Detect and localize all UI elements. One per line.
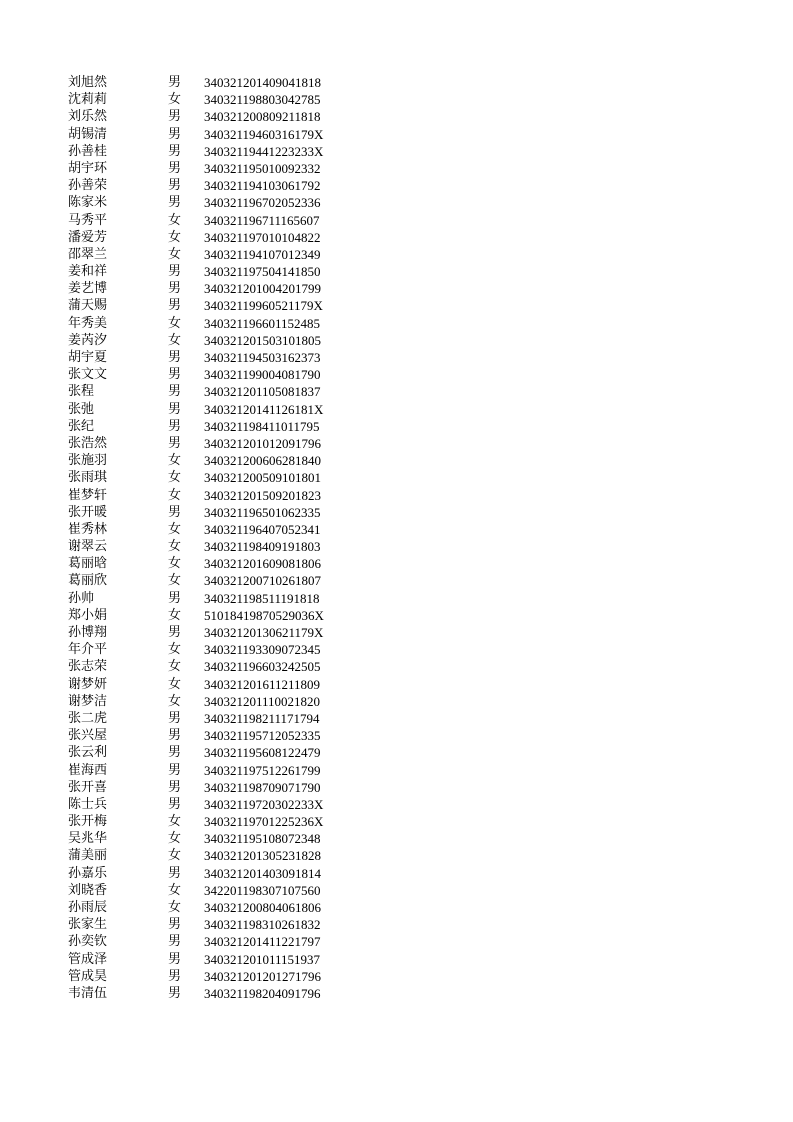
id-number-cell: 340321200804061806 bbox=[204, 900, 321, 915]
id-number-cell: 34032120130621179X bbox=[204, 625, 324, 640]
name-cell: 张程 bbox=[68, 384, 95, 400]
name-cell: 谢翠云 bbox=[68, 539, 108, 555]
id-number-cell: 340321198411011795 bbox=[204, 418, 320, 434]
id-number-cell: 340321197010104822 bbox=[204, 229, 321, 245]
gender-cell: 女 bbox=[168, 332, 182, 348]
name-cell: 张雨琪 bbox=[68, 470, 108, 486]
gender-cell: 男 bbox=[168, 281, 182, 297]
name-cell: 张志荣 bbox=[68, 659, 108, 675]
id-number-cell: 340321201611211809 bbox=[204, 676, 321, 692]
id-number-cell: 340321195010092332 bbox=[204, 160, 321, 176]
id-number-cell: 340321198511191818 bbox=[204, 590, 320, 606]
id-number-cell: 340321201012091796 bbox=[204, 435, 321, 451]
id-number-cell: 340321201403091814 bbox=[204, 865, 321, 881]
gender-cell: 男 bbox=[168, 367, 182, 383]
id-number-cell: 340321200509101801 bbox=[204, 470, 321, 486]
gender-cell: 男 bbox=[168, 968, 182, 984]
id-number-cell: 34032119460316179X bbox=[204, 126, 324, 142]
gender-cell: 男 bbox=[168, 143, 182, 159]
name-cell: 张纪 bbox=[68, 418, 95, 434]
id-number-cell: 340321197512261799 bbox=[204, 762, 321, 778]
id-number-cell: 340321195108072348 bbox=[204, 831, 321, 847]
id-number-cell: 51018419870529036X bbox=[204, 607, 324, 623]
id-number-cell: 340321201411221797 bbox=[204, 934, 321, 950]
id-number-cell: 340321201305231828 bbox=[204, 848, 321, 864]
name-cell: 姜芮汐 bbox=[68, 332, 108, 348]
gender-cell: 男 bbox=[168, 796, 182, 812]
name-cell: 崔秀林 bbox=[68, 521, 108, 537]
name-cell: 张家生 bbox=[68, 917, 108, 933]
gender-cell: 女 bbox=[168, 246, 182, 262]
name-cell: 刘旭然 bbox=[68, 75, 108, 90]
gender-cell: 女 bbox=[168, 831, 182, 847]
gender-cell: 女 bbox=[168, 487, 182, 503]
name-cell: 孙奕钦 bbox=[68, 934, 108, 950]
name-cell: 张开喜 bbox=[68, 779, 108, 795]
name-cell: 孙博翔 bbox=[68, 625, 108, 640]
gender-cell: 男 bbox=[168, 178, 182, 194]
name-cell: 孙善桂 bbox=[68, 143, 108, 159]
gender-cell: 男 bbox=[168, 75, 182, 90]
id-number-cell: 340321200710261807 bbox=[204, 573, 321, 589]
gender-cell: 男 bbox=[168, 384, 182, 400]
gender-cell: 男 bbox=[168, 762, 182, 778]
name-cell: 葛丽晗 bbox=[68, 556, 108, 572]
id-number-cell: 340321196603242505 bbox=[204, 659, 321, 675]
name-cell: 刘乐然 bbox=[68, 109, 108, 125]
name-cell: 崔海西 bbox=[68, 762, 108, 778]
id-number-cell: 340321194103061792 bbox=[204, 178, 321, 194]
gender-cell: 男 bbox=[168, 435, 182, 451]
name-cell: 张施羽 bbox=[68, 453, 108, 469]
id-number-cell: 34032119960521179X bbox=[204, 298, 323, 314]
gender-cell: 女 bbox=[168, 521, 182, 537]
id-number-cell: 340321198709071790 bbox=[204, 779, 321, 795]
name-cell: 张二虎 bbox=[68, 710, 108, 726]
name-cell: 张兴屋 bbox=[68, 728, 108, 744]
gender-cell: 女 bbox=[168, 693, 182, 709]
id-number-cell: 340321201509201823 bbox=[204, 487, 321, 503]
gender-cell: 男 bbox=[168, 985, 182, 1001]
name-cell: 管成昊 bbox=[68, 968, 108, 984]
id-number-cell: 34032120141126181X bbox=[204, 401, 324, 417]
name-cell: 张开暖 bbox=[68, 504, 108, 520]
name-cell: 孙帅 bbox=[68, 590, 95, 606]
name-cell: 胡锡清 bbox=[68, 126, 108, 142]
name-cell: 年秀美 bbox=[68, 315, 108, 331]
id-number-cell: 340321195608122479 bbox=[204, 745, 321, 761]
gender-cell: 女 bbox=[168, 229, 182, 245]
id-number-cell: 34032119441223233X bbox=[204, 143, 324, 159]
name-cell: 孙善荣 bbox=[68, 178, 108, 194]
gender-cell: 男 bbox=[168, 710, 182, 726]
gender-cell: 女 bbox=[168, 315, 182, 331]
gender-cell: 男 bbox=[168, 418, 182, 434]
gender-cell: 男 bbox=[168, 109, 182, 125]
name-cell: 葛丽欣 bbox=[68, 573, 108, 589]
gender-cell: 男 bbox=[168, 934, 182, 950]
gender-cell: 男 bbox=[168, 951, 182, 967]
gender-cell: 男 bbox=[168, 264, 182, 280]
id-number-cell: 340321200606281840 bbox=[204, 453, 321, 469]
name-cell: 姜艺博 bbox=[68, 281, 108, 297]
gender-cell: 男 bbox=[168, 865, 182, 881]
name-cell: 蒲天赐 bbox=[68, 298, 108, 314]
name-cell: 蒲美丽 bbox=[68, 848, 108, 864]
id-number-cell: 340321201503101805 bbox=[204, 332, 321, 348]
name-cell: 韦清伍 bbox=[68, 985, 108, 1001]
gender-cell: 男 bbox=[168, 745, 182, 761]
gender-cell: 女 bbox=[168, 848, 182, 864]
gender-cell: 女 bbox=[168, 470, 182, 486]
id-number-cell: 340321195712052335 bbox=[204, 728, 321, 744]
id-number-cell: 340321194107012349 bbox=[204, 246, 321, 262]
id-number-cell: 340321201004201799 bbox=[204, 281, 321, 297]
gender-cell: 男 bbox=[168, 779, 182, 795]
id-number-cell: 340321198409191803 bbox=[204, 539, 321, 555]
name-cell: 郑小娟 bbox=[68, 607, 108, 623]
id-number-cell: 340321196601152485 bbox=[204, 315, 321, 331]
name-cell: 马秀平 bbox=[68, 212, 108, 228]
name-cell: 孙雨辰 bbox=[68, 900, 108, 915]
id-number-cell: 340321201105081837 bbox=[204, 384, 321, 400]
gender-cell: 男 bbox=[168, 728, 182, 744]
id-number-cell: 342201198307107560 bbox=[204, 882, 321, 898]
gender-cell: 男 bbox=[168, 917, 182, 933]
name-cell: 年介平 bbox=[68, 642, 108, 658]
gender-cell: 女 bbox=[168, 607, 182, 623]
name-cell: 谢梦洁 bbox=[68, 693, 108, 709]
name-cell: 张文文 bbox=[68, 367, 108, 383]
id-number-cell: 340321201110021820 bbox=[204, 693, 321, 709]
gender-cell: 男 bbox=[168, 160, 182, 176]
id-number-cell: 340321197504141850 bbox=[204, 264, 321, 280]
name-cell: 管成泽 bbox=[68, 951, 108, 967]
gender-cell: 男 bbox=[168, 625, 182, 640]
name-cell: 吴兆华 bbox=[68, 831, 108, 847]
gender-cell: 女 bbox=[168, 900, 182, 915]
gender-cell: 女 bbox=[168, 212, 182, 228]
name-cell: 张云利 bbox=[68, 745, 108, 761]
gender-cell: 女 bbox=[168, 539, 182, 555]
id-number-cell: 340321196407052341 bbox=[204, 521, 321, 537]
id-number-cell: 340321198204091796 bbox=[204, 985, 321, 1001]
id-number-cell: 340321196711165607 bbox=[204, 212, 320, 228]
gender-cell: 男 bbox=[168, 195, 182, 211]
name-cell: 胡宇夏 bbox=[68, 350, 108, 365]
id-number-cell: 340321198803042785 bbox=[204, 92, 321, 108]
gender-cell: 男 bbox=[168, 504, 182, 520]
gender-cell: 女 bbox=[168, 573, 182, 589]
name-cell: 谢梦妍 bbox=[68, 676, 108, 692]
id-number-cell: 340321201011151937 bbox=[204, 951, 321, 967]
name-cell: 潘爱芳 bbox=[68, 229, 108, 245]
gender-cell: 女 bbox=[168, 882, 182, 898]
gender-cell: 男 bbox=[168, 590, 182, 606]
id-number-cell: 340321201409041818 bbox=[204, 75, 321, 90]
gender-cell: 男 bbox=[168, 401, 182, 417]
name-cell: 沈莉莉 bbox=[68, 92, 108, 108]
name-cell: 崔梦轩 bbox=[68, 487, 108, 503]
id-number-cell: 34032119701225236X bbox=[204, 814, 324, 830]
name-cell: 张弛 bbox=[68, 401, 95, 417]
id-number-cell: 340321200809211818 bbox=[204, 109, 321, 125]
id-number-cell: 340321193309072345 bbox=[204, 642, 321, 658]
id-number-cell: 340321196501062335 bbox=[204, 504, 321, 520]
id-number-cell: 340321201201271796 bbox=[204, 968, 321, 984]
name-cell: 刘晓香 bbox=[68, 882, 108, 898]
id-number-cell: 340321198310261832 bbox=[204, 917, 321, 933]
id-number-cell: 340321199004081790 bbox=[204, 367, 321, 383]
name-cell: 胡宇环 bbox=[68, 160, 108, 176]
id-number-cell: 340321201609081806 bbox=[204, 556, 321, 572]
name-cell: 陈士兵 bbox=[68, 796, 108, 812]
gender-cell: 女 bbox=[168, 642, 182, 658]
name-cell: 孙嘉乐 bbox=[68, 865, 108, 881]
gender-cell: 男 bbox=[168, 350, 182, 365]
id-number-cell: 340321198211171794 bbox=[204, 710, 320, 726]
id-number-cell: 34032119720302233X bbox=[204, 796, 324, 812]
name-cell: 张浩然 bbox=[68, 435, 108, 451]
gender-cell: 女 bbox=[168, 814, 182, 830]
name-cell: 陈家米 bbox=[68, 195, 108, 211]
name-cell: 姜和祥 bbox=[68, 264, 108, 280]
name-cell: 邵翠兰 bbox=[68, 246, 108, 262]
gender-cell: 女 bbox=[168, 453, 182, 469]
gender-cell: 女 bbox=[168, 659, 182, 675]
gender-cell: 男 bbox=[168, 298, 182, 314]
id-number-cell: 340321196702052336 bbox=[204, 195, 321, 211]
gender-cell: 女 bbox=[168, 92, 182, 108]
gender-cell: 男 bbox=[168, 126, 182, 142]
id-number-cell: 340321194503162373 bbox=[204, 350, 321, 365]
gender-cell: 女 bbox=[168, 676, 182, 692]
gender-cell: 女 bbox=[168, 556, 182, 572]
name-cell: 张开梅 bbox=[68, 814, 108, 830]
